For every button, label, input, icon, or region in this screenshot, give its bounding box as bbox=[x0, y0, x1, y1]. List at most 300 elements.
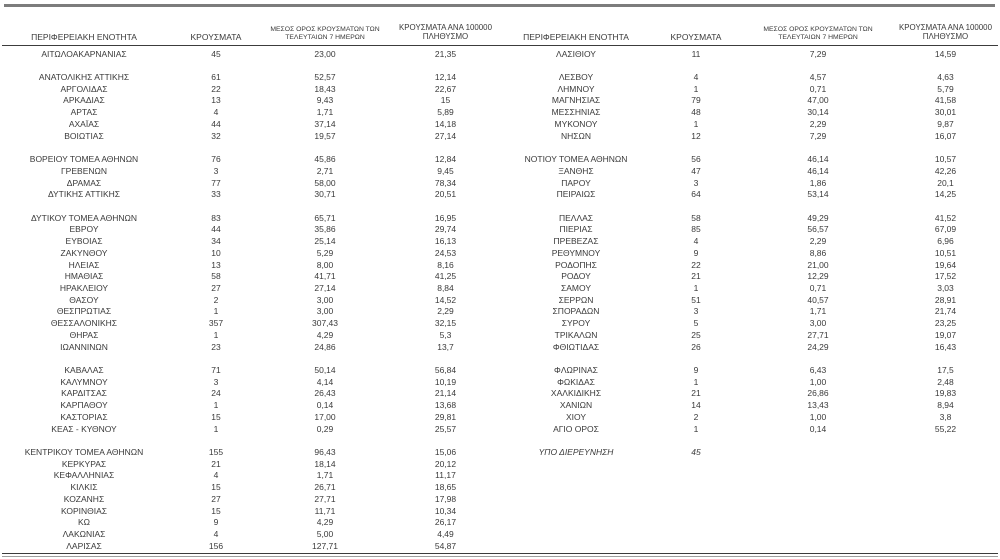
table-row bbox=[0, 178, 505, 190]
avg-7day-cell: 5,29 bbox=[316, 247, 334, 258]
per-100k-cell: 12,14 bbox=[434, 72, 457, 83]
per-100k-cell: 25,57 bbox=[434, 423, 457, 434]
table-row bbox=[505, 318, 1000, 330]
cases-cell: 44 bbox=[211, 224, 221, 235]
table-row bbox=[0, 236, 505, 248]
region-name-cell: ΣΠΟΡΑΔΩΝ bbox=[552, 306, 600, 317]
per-100k-cell: 41,25 bbox=[434, 271, 457, 282]
table-row bbox=[505, 213, 1000, 225]
table-row bbox=[505, 189, 1000, 201]
table-row bbox=[505, 72, 1000, 84]
avg-7day-cell: 7,29 bbox=[809, 130, 827, 141]
region-name-cell: ΚΕΡΚΥΡΑΣ bbox=[61, 458, 107, 469]
table-row bbox=[505, 271, 1000, 283]
avg-7day-cell: 23,00 bbox=[314, 48, 336, 59]
region-name-cell: ΜΕΣΣΗΝΙΑΣ bbox=[551, 107, 601, 118]
table-row bbox=[505, 224, 1000, 236]
region-name-cell: ΖΑΚΥΝΘΟΥ bbox=[60, 247, 108, 258]
table-row bbox=[505, 330, 1000, 342]
table-row bbox=[0, 213, 505, 225]
region-name-cell: ΚΑΣΤΟΡΙΑΣ bbox=[60, 411, 108, 422]
table-row bbox=[505, 365, 1000, 377]
region-name-cell: ΥΠΟ ΔΙΕΡΕΥΝΗΣΗ bbox=[538, 447, 614, 458]
per-100k-cell bbox=[891, 447, 1000, 459]
table-row bbox=[0, 72, 505, 84]
per-100k-cell: 20,51 bbox=[434, 189, 457, 200]
cases-cell: 44 bbox=[211, 118, 221, 129]
avg-7day-cell: 17,00 bbox=[314, 411, 336, 422]
avg-7day-cell: 7,29 bbox=[809, 48, 827, 59]
per-100k-cell: 27,14 bbox=[434, 130, 457, 141]
cases-cell: 27 bbox=[211, 493, 221, 504]
cases-cell: 1 bbox=[693, 423, 699, 434]
per-100k-cell: 12,84 bbox=[434, 154, 457, 165]
table-row bbox=[505, 236, 1000, 248]
per-100k-cell: 28,91 bbox=[934, 294, 957, 305]
column-header-avg7-line2: ΤΕΛΕΥΤΑΙΩΝ 7 ΗΜΕΡΩΝ bbox=[285, 33, 365, 41]
avg-7day-cell: 2,29 bbox=[809, 236, 827, 247]
region-name-cell: ΛΑΡΙΣΑΣ bbox=[66, 540, 102, 551]
column-header-avg7 bbox=[745, 26, 891, 44]
cases-cell: 27 bbox=[211, 282, 221, 293]
avg-7day-cell: 0,29 bbox=[316, 423, 334, 434]
per-100k-cell: 9,87 bbox=[937, 118, 954, 129]
table-row bbox=[0, 400, 505, 412]
avg-7day-cell: 12,29 bbox=[807, 271, 829, 282]
per-100k-cell: 10,19 bbox=[434, 376, 457, 387]
region-name-cell: ΘΕΣΠΡΩΤΙΑΣ bbox=[56, 306, 112, 317]
region-name-cell: ΕΥΒΟΙΑΣ bbox=[65, 236, 103, 247]
avg-7day-cell: 27,71 bbox=[314, 493, 336, 504]
per-100k-cell: 9,45 bbox=[437, 165, 454, 176]
cases-cell: 4 bbox=[213, 529, 219, 540]
cases-cell: 71 bbox=[211, 365, 221, 375]
spacer-row bbox=[0, 142, 505, 154]
avg-7day-cell: 49,29 bbox=[807, 212, 829, 223]
left-table-rows bbox=[0, 49, 505, 553]
column-header-avg7-line1: ΜΕΣΟΣ ΟΡΟΣ ΚΡΟΥΣΜΑΤΩΝ ΤΩΝ bbox=[763, 26, 873, 34]
table-row bbox=[0, 470, 505, 482]
column-header-avg7-line1: ΜΕΣΟΣ ΟΡΟΣ ΚΡΟΥΣΜΑΤΩΝ ΤΩΝ bbox=[270, 26, 380, 34]
cases-cell: 9 bbox=[693, 247, 699, 258]
column-header-region: ΠΕΡΙΦΕΡΕΙΑΚΗ ΕΝΟΤΗΤΑ bbox=[31, 31, 137, 42]
region-name-cell: ΣΑΜΟΥ bbox=[560, 282, 591, 293]
per-100k-cell: 17,52 bbox=[934, 271, 957, 282]
cases-cell: 76 bbox=[211, 154, 221, 165]
table-row bbox=[505, 306, 1000, 318]
column-header-cases: ΚΡΟΥΣΜΑΤΑ bbox=[670, 31, 722, 42]
avg-7day-cell: 41,71 bbox=[314, 271, 336, 282]
per-100k-cell: 10,57 bbox=[934, 154, 957, 165]
avg-7day-cell: 4,14 bbox=[316, 376, 334, 387]
region-name-cell: ΧΙΟΥ bbox=[565, 411, 587, 422]
avg-7day-cell: 30,71 bbox=[314, 189, 336, 200]
avg-7day-cell: 50,14 bbox=[314, 365, 336, 375]
table-row bbox=[0, 506, 505, 518]
region-name-cell: ΜΥΚΟΝΟΥ bbox=[554, 118, 598, 129]
per-100k-cell: 4,63 bbox=[937, 72, 954, 83]
avg-7day-cell: 2,71 bbox=[316, 165, 334, 176]
cases-cell: 13 bbox=[211, 259, 221, 270]
avg-7day-cell: 4,29 bbox=[316, 329, 334, 340]
table-row bbox=[0, 49, 505, 61]
table-row bbox=[505, 260, 1000, 272]
column-header-per100k-line1: ΚΡΟΥΣΜΑΤΑ ΑΝΑ 100000 bbox=[399, 23, 492, 33]
table-row bbox=[505, 107, 1000, 119]
per-100k-cell: 16,95 bbox=[434, 212, 457, 223]
per-100k-cell: 20,1 bbox=[937, 177, 954, 188]
cases-cell: 1 bbox=[213, 423, 219, 434]
avg-7day-cell: 0,14 bbox=[809, 423, 827, 434]
per-100k-cell: 41,58 bbox=[934, 95, 957, 106]
cases-cell: 3 bbox=[213, 376, 219, 387]
table-row bbox=[0, 271, 505, 283]
region-name-cell: ΑΝΑΤΟΛΙΚΗΣ ΑΤΤΙΚΗΣ bbox=[38, 72, 130, 83]
column-header-per100k-line2: ΠΛΗΘΥΣΜΟ bbox=[422, 31, 469, 41]
region-name-cell: ΒΟΙΩΤΙΑΣ bbox=[64, 130, 104, 141]
per-100k-cell: 13,68 bbox=[434, 400, 457, 411]
cases-cell: 45 bbox=[211, 48, 221, 59]
per-100k-cell: 21,35 bbox=[434, 48, 457, 59]
column-header-per100k bbox=[891, 24, 1000, 44]
avg-7day-cell: 3,00 bbox=[316, 306, 334, 317]
region-name-cell: ΦΩΚΙΔΑΣ bbox=[557, 376, 595, 387]
right-table-rows bbox=[505, 49, 1000, 459]
table-row bbox=[505, 447, 1000, 459]
per-100k-cell: 29,81 bbox=[434, 411, 457, 422]
table-row bbox=[505, 388, 1000, 400]
avg-7day-cell: 8,86 bbox=[809, 247, 827, 258]
per-100k-cell: 17,5 bbox=[937, 365, 954, 375]
avg-7day-cell: 35,86 bbox=[314, 224, 336, 235]
per-100k-cell: 19,64 bbox=[934, 259, 957, 270]
cases-cell: 26 bbox=[691, 341, 701, 352]
avg-7day-cell: 1,00 bbox=[809, 376, 827, 387]
avg-7day-cell: 1,00 bbox=[809, 411, 827, 422]
right-header-row bbox=[505, 18, 1000, 44]
region-name-cell: ΠΕΙΡΑΙΩΣ bbox=[556, 189, 596, 200]
region-name-cell: ΝΟΤΙΟΥ ΤΟΜΕΑ ΑΘΗΝΩΝ bbox=[524, 154, 628, 165]
spacer-row bbox=[505, 60, 1000, 72]
per-100k-cell: 32,15 bbox=[434, 318, 457, 329]
table-row bbox=[0, 283, 505, 295]
region-name-cell: ΚΙΛΚΙΣ bbox=[70, 482, 98, 493]
per-100k-cell: 18,65 bbox=[434, 482, 457, 493]
cases-cell: 15 bbox=[211, 411, 221, 422]
cases-cell: 79 bbox=[691, 95, 701, 106]
table-row bbox=[505, 178, 1000, 190]
table-row bbox=[0, 154, 505, 166]
table-row bbox=[505, 131, 1000, 143]
avg-7day-cell: 4,57 bbox=[809, 72, 827, 83]
per-100k-cell: 3,03 bbox=[937, 282, 954, 293]
region-name-cell: ΛΑΣΙΘΙΟΥ bbox=[556, 48, 596, 59]
per-100k-cell: 13,7 bbox=[437, 341, 454, 352]
table-row bbox=[505, 95, 1000, 107]
table-row bbox=[0, 95, 505, 107]
table-row bbox=[505, 154, 1000, 166]
per-100k-cell: 26,17 bbox=[434, 517, 457, 528]
region-name-cell: ΛΕΣΒΟΥ bbox=[558, 72, 594, 83]
per-100k-cell: 6,96 bbox=[937, 236, 954, 247]
table-row bbox=[0, 107, 505, 119]
left-header-row bbox=[0, 18, 505, 44]
table-row bbox=[0, 131, 505, 143]
region-name-cell: ΗΜΑΘΙΑΣ bbox=[64, 271, 104, 282]
cases-cell: 3 bbox=[693, 306, 699, 317]
region-name-cell: ΡΟΔΟΠΗΣ bbox=[555, 259, 597, 270]
avg-7day-cell: 65,71 bbox=[314, 212, 336, 223]
cases-cell: 2 bbox=[213, 294, 219, 305]
cases-cell: 58 bbox=[211, 271, 221, 282]
per-100k-cell: 30,01 bbox=[934, 107, 957, 118]
table-row bbox=[505, 248, 1000, 260]
cases-cell: 4 bbox=[693, 236, 699, 247]
cases-cell: 56 bbox=[691, 154, 701, 165]
avg-7day-cell: 25,14 bbox=[314, 236, 336, 247]
per-100k-cell: 10,51 bbox=[934, 247, 957, 258]
table-row bbox=[0, 482, 505, 494]
table-row bbox=[0, 459, 505, 471]
cases-cell: 1 bbox=[213, 400, 219, 411]
region-name-cell: ΣΥΡΟΥ bbox=[561, 318, 591, 329]
per-100k-cell: 19,07 bbox=[934, 329, 957, 340]
per-100k-cell: 78,34 bbox=[434, 177, 457, 188]
region-name-cell: ΑΡΤΑΣ bbox=[70, 107, 98, 118]
cases-cell: 156 bbox=[208, 540, 224, 551]
region-name-cell: ΘΑΣΟΥ bbox=[69, 294, 99, 305]
cases-cell: 25 bbox=[691, 329, 701, 340]
avg-7day-cell: 52,57 bbox=[314, 72, 336, 83]
avg-7day-cell: 18,43 bbox=[314, 83, 336, 94]
cases-cell: 13 bbox=[211, 95, 221, 106]
table-row bbox=[505, 119, 1000, 131]
cases-cell: 2 bbox=[693, 411, 699, 422]
region-name-cell: ΦΛΩΡΙΝΑΣ bbox=[554, 365, 598, 375]
table-row bbox=[0, 377, 505, 389]
avg-7day-cell: 37,14 bbox=[314, 118, 336, 129]
table-row bbox=[505, 166, 1000, 178]
region-name-cell: ΦΘΙΩΤΙΔΑΣ bbox=[552, 341, 600, 352]
table-row bbox=[0, 494, 505, 506]
cases-cell: 22 bbox=[211, 83, 221, 94]
cases-cell: 32 bbox=[211, 130, 221, 141]
avg-7day-cell: 96,43 bbox=[314, 447, 336, 458]
table-row bbox=[0, 365, 505, 377]
per-100k-cell: 8,94 bbox=[937, 400, 954, 411]
table-row bbox=[0, 189, 505, 201]
cases-cell: 4 bbox=[693, 72, 699, 83]
avg-7day-cell: 9,43 bbox=[316, 95, 334, 106]
per-100k-cell: 42,26 bbox=[934, 165, 957, 176]
avg-7day-cell: 2,29 bbox=[809, 118, 827, 129]
avg-7day-cell: 1,86 bbox=[809, 177, 827, 188]
per-100k-cell: 55,22 bbox=[934, 423, 957, 434]
region-name-cell: ΠΕΛΛΑΣ bbox=[558, 212, 594, 223]
region-name-cell: ΚΑΡΠΑΘΟΥ bbox=[60, 400, 108, 411]
avg-7day-cell: 58,00 bbox=[314, 177, 336, 188]
per-100k-cell: 20,12 bbox=[434, 458, 457, 469]
avg-7day-cell: 27,71 bbox=[807, 329, 829, 340]
avg-7day-cell: 1,71 bbox=[316, 470, 334, 481]
region-name-cell: ΧΑΝΙΩΝ bbox=[559, 400, 593, 411]
region-name-cell: ΠΙΕΡΙΑΣ bbox=[559, 224, 593, 235]
column-header-cases: ΚΡΟΥΣΜΑΤΑ bbox=[190, 31, 242, 42]
per-100k-cell: 16,13 bbox=[434, 236, 457, 247]
column-header-per100k bbox=[386, 24, 505, 44]
table-row bbox=[0, 412, 505, 424]
cases-cell: 9 bbox=[213, 517, 219, 528]
region-name-cell: ΙΩΑΝΝΙΝΩΝ bbox=[60, 341, 108, 352]
table-row bbox=[0, 529, 505, 541]
cases-cell: 24 bbox=[211, 388, 221, 399]
per-100k-cell: 2,29 bbox=[437, 306, 454, 317]
table-row bbox=[0, 388, 505, 400]
per-100k-cell: 8,16 bbox=[437, 259, 454, 270]
per-100k-cell: 21,14 bbox=[434, 388, 457, 399]
avg-7day-cell: 46,14 bbox=[807, 154, 829, 165]
table-row bbox=[0, 447, 505, 459]
per-100k-cell: 15 bbox=[440, 95, 451, 106]
right-table bbox=[505, 0, 1000, 559]
cases-cell: 155 bbox=[208, 447, 224, 458]
per-100k-cell: 14,52 bbox=[434, 294, 457, 305]
cases-cell: 1 bbox=[693, 376, 699, 387]
region-name-cell: ΚΕΦΑΛΛΗΝΙΑΣ bbox=[53, 470, 115, 481]
region-name-cell: ΚΕΑΣ - ΚΥΘΝΟΥ bbox=[51, 423, 117, 434]
per-100k-cell: 41,52 bbox=[934, 212, 957, 223]
region-name-cell: ΚΑΛΥΜΝΟΥ bbox=[60, 376, 108, 387]
spacer-row bbox=[505, 353, 1000, 365]
table-row bbox=[0, 306, 505, 318]
cases-cell: 1 bbox=[693, 118, 699, 129]
per-100k-cell: 4,49 bbox=[437, 529, 454, 540]
region-name-cell: ΞΑΝΘΗΣ bbox=[558, 165, 594, 176]
avg-7day-cell: 21,00 bbox=[807, 259, 829, 270]
avg-7day-cell: 0,14 bbox=[316, 400, 334, 411]
cases-cell: 33 bbox=[211, 189, 221, 200]
cases-cell: 47 bbox=[691, 165, 701, 176]
region-name-cell: ΘΕΣΣΑΛΟΝΙΚΗΣ bbox=[50, 318, 118, 329]
cases-cell: 61 bbox=[211, 72, 221, 83]
per-100k-cell: 5,3 bbox=[439, 329, 452, 340]
cases-cell: 45 bbox=[691, 447, 701, 458]
table-row bbox=[505, 49, 1000, 61]
per-100k-cell: 56,84 bbox=[434, 365, 457, 375]
cases-cell: 83 bbox=[211, 212, 221, 223]
table-row bbox=[505, 377, 1000, 389]
column-header-region: ΠΕΡΙΦΕΡΕΙΑΚΗ ΕΝΟΤΗΤΑ bbox=[523, 31, 629, 42]
spacer-row bbox=[0, 201, 505, 213]
table-row bbox=[0, 295, 505, 307]
avg-7day-cell: 26,86 bbox=[807, 388, 829, 399]
avg-7day-cell: 307,43 bbox=[312, 318, 338, 329]
region-name-cell: ΗΡΑΚΛΕΙΟΥ bbox=[59, 282, 109, 293]
cases-cell: 15 bbox=[211, 505, 221, 516]
column-header-avg7 bbox=[264, 26, 386, 44]
avg-7day-cell: 0,71 bbox=[809, 83, 827, 94]
spacer-row bbox=[0, 435, 505, 447]
table-row bbox=[0, 318, 505, 330]
region-name-cell: ΘΗΡΑΣ bbox=[69, 329, 99, 340]
cases-cell: 1 bbox=[213, 306, 219, 317]
cases-cell: 23 bbox=[211, 341, 221, 352]
spacer-row bbox=[0, 353, 505, 365]
cases-cell: 34 bbox=[211, 236, 221, 247]
region-name-cell: ΧΑΛΚΙΔΙΚΗΣ bbox=[550, 388, 602, 399]
cases-cell: 1 bbox=[693, 83, 699, 94]
cases-cell: 85 bbox=[691, 224, 701, 235]
table-row bbox=[505, 283, 1000, 295]
region-name-cell: ΝΗΣΩΝ bbox=[560, 130, 592, 141]
per-100k-cell: 54,87 bbox=[434, 540, 457, 551]
avg-7day-cell: 4,29 bbox=[316, 517, 334, 528]
cases-cell: 48 bbox=[691, 107, 701, 118]
avg-7day-cell: 46,14 bbox=[807, 165, 829, 176]
region-name-cell: ΤΡΙΚΑΛΩΝ bbox=[554, 329, 598, 340]
region-name-cell: ΣΕΡΡΩΝ bbox=[558, 294, 594, 305]
region-name-cell: ΡΟΔΟΥ bbox=[561, 271, 591, 282]
cases-cell: 21 bbox=[691, 388, 701, 399]
avg-7day-cell: 24,86 bbox=[314, 341, 336, 352]
cases-cell: 3 bbox=[213, 165, 219, 176]
cases-cell: 9 bbox=[693, 365, 699, 375]
region-name-cell: ΑΧΑΪΑΣ bbox=[68, 118, 100, 129]
avg-7day-cell: 27,14 bbox=[314, 282, 336, 293]
cases-cell: 21 bbox=[691, 271, 701, 282]
table-row bbox=[0, 260, 505, 272]
table-row bbox=[0, 84, 505, 96]
region-name-cell: ΔΡΑΜΑΣ bbox=[66, 177, 102, 188]
spacer-row bbox=[505, 435, 1000, 447]
avg-7day-cell: 30,14 bbox=[807, 107, 829, 118]
table-row bbox=[0, 424, 505, 436]
table-row bbox=[505, 84, 1000, 96]
cases-cell: 3 bbox=[693, 177, 699, 188]
region-name-cell: ΛΑΚΩΝΙΑΣ bbox=[62, 529, 106, 540]
avg-7day-cell: 53,14 bbox=[807, 189, 829, 200]
region-name-cell: ΔΥΤΙΚΗΣ ΑΤΤΙΚΗΣ bbox=[47, 189, 121, 200]
per-100k-cell: 8,84 bbox=[437, 282, 454, 293]
per-100k-cell: 17,98 bbox=[434, 493, 457, 504]
avg-7day-cell: 1,71 bbox=[809, 306, 827, 317]
spacer-row bbox=[0, 60, 505, 72]
region-name-cell: ΕΒΡΟΥ bbox=[69, 224, 99, 235]
per-100k-cell: 11,17 bbox=[435, 470, 456, 481]
region-name-cell: ΒΟΡΕΙΟΥ ΤΟΜΕΑ ΑΘΗΝΩΝ bbox=[29, 154, 139, 165]
cases-cell: 21 bbox=[211, 458, 221, 469]
table-row bbox=[0, 517, 505, 529]
region-name-cell: ΚΑΒΑΛΑΣ bbox=[64, 365, 104, 375]
cases-cell: 51 bbox=[691, 294, 701, 305]
avg-7day-cell: 56,57 bbox=[807, 224, 829, 235]
region-name-cell: ΑΙΤΩΛΟΑΚΑΡΝΑΝΙΑΣ bbox=[41, 48, 127, 59]
per-100k-cell: 29,74 bbox=[434, 224, 457, 235]
avg-7day-cell: 26,43 bbox=[314, 388, 336, 399]
cases-cell: 357 bbox=[208, 318, 224, 329]
avg-7day-cell: 24,29 bbox=[807, 341, 829, 352]
table-row bbox=[0, 166, 505, 178]
avg-7day-cell: 6,43 bbox=[809, 365, 827, 375]
avg-7day-cell: 1,71 bbox=[316, 107, 334, 118]
per-100k-cell: 19,83 bbox=[934, 388, 957, 399]
cases-cell: 14 bbox=[691, 400, 701, 411]
table-row bbox=[505, 412, 1000, 424]
avg-7day-cell: 19,57 bbox=[314, 130, 336, 141]
table-row bbox=[505, 342, 1000, 354]
column-header-per100k-line1: ΚΡΟΥΣΜΑΤΑ ΑΝΑ 100000 bbox=[899, 23, 992, 33]
avg-7day-cell: 3,00 bbox=[809, 318, 827, 329]
